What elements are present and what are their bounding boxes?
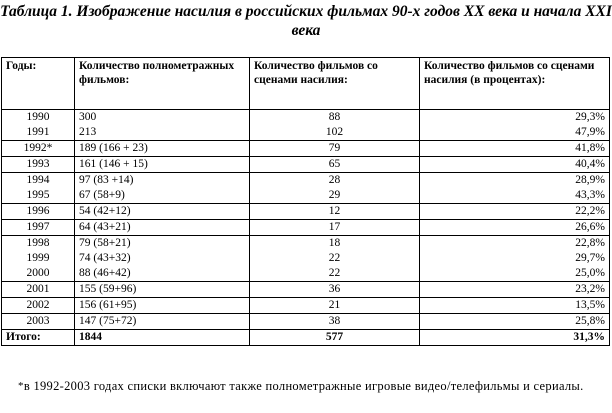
row-violent: 65 — [250, 157, 420, 173]
row-year: 2001 — [2, 282, 75, 298]
row-violent: 38 — [250, 314, 420, 330]
row-violent: 79 — [250, 141, 420, 157]
row-percent: 41,8% — [420, 141, 610, 157]
table-row — [2, 314, 610, 330]
table-row — [2, 236, 610, 252]
row-percent: 25,0% — [420, 266, 610, 282]
row-percent: 29,7% — [420, 251, 610, 266]
table-row — [2, 141, 610, 157]
row-year: 1990 — [2, 110, 75, 126]
table-row — [2, 298, 610, 314]
header-year: Годы: — [2, 58, 75, 110]
row-violent: 18 — [250, 236, 420, 252]
row-violent: 102 — [250, 125, 420, 141]
header-films: Количество полнометражных фильмов: — [75, 58, 250, 110]
table-row — [2, 188, 610, 204]
row-year: 1993 — [2, 157, 75, 173]
table-row — [2, 220, 610, 236]
row-year: 2003 — [2, 314, 75, 330]
row-violent: 29 — [250, 188, 420, 204]
table-row — [2, 204, 610, 220]
table-row — [2, 125, 610, 141]
row-year: 1991 — [2, 125, 75, 141]
total-row — [2, 330, 610, 346]
row-films: 155 (59+96) — [75, 282, 250, 298]
table-row — [2, 282, 610, 298]
row-year: 1995 — [2, 188, 75, 204]
table-row — [2, 173, 610, 189]
row-violent: 21 — [250, 298, 420, 314]
row-violent: 88 — [250, 110, 420, 126]
row-year: 1992* — [2, 141, 75, 157]
row-films: 213 — [75, 125, 250, 141]
row-percent: 29,3% — [420, 110, 610, 126]
row-year: 1994 — [2, 173, 75, 189]
row-percent: 22,8% — [420, 236, 610, 252]
table-row — [2, 251, 610, 266]
row-percent: 40,4% — [420, 157, 610, 173]
header-row — [2, 58, 610, 110]
footnote-mark: * — [18, 380, 24, 392]
table-row — [2, 110, 610, 126]
row-films: 54 (42+12) — [75, 204, 250, 220]
row-violent: 22 — [250, 251, 420, 266]
row-percent: 13,5% — [420, 298, 610, 314]
row-violent: 28 — [250, 173, 420, 189]
row-percent: 23,2% — [420, 282, 610, 298]
row-films: 64 (43+21) — [75, 220, 250, 236]
row-films: 147 (75+72) — [75, 314, 250, 330]
row-percent: 25,8% — [420, 314, 610, 330]
violence-table — [1, 57, 610, 346]
row-percent: 28,9% — [420, 173, 610, 189]
row-percent: 26,6% — [420, 220, 610, 236]
row-films: 97 (83 +14) — [75, 173, 250, 189]
header-violent: Количество фильмов со сценами насилия: — [250, 58, 420, 110]
row-violent: 36 — [250, 282, 420, 298]
row-year: 1997 — [2, 220, 75, 236]
row-percent: 43,3% — [420, 188, 610, 204]
footnote — [18, 378, 610, 394]
row-films: 74 (43+32) — [75, 251, 250, 266]
row-year: 1996 — [2, 204, 75, 220]
row-year: 1998 — [2, 236, 75, 252]
table-row — [2, 157, 610, 173]
row-films: 67 (58+9) — [75, 188, 250, 204]
row-films: 161 (146 + 15) — [75, 157, 250, 173]
row-films: 88 (46+42) — [75, 266, 250, 282]
total-violent: 577 — [250, 330, 420, 346]
table-title: Таблица 1. Изображение насилия в российских фильмах 90-х годов XX века и начала XXI века — [0, 3, 612, 39]
table-row — [2, 266, 610, 282]
row-films: 156 (61+95) — [75, 298, 250, 314]
row-violent: 12 — [250, 204, 420, 220]
row-films: 300 — [75, 110, 250, 126]
row-violent: 22 — [250, 266, 420, 282]
row-violent: 17 — [250, 220, 420, 236]
header-percent: Количество фильмов со сценами насилия (в процентах): — [420, 58, 610, 110]
row-percent: 22,2% — [420, 204, 610, 220]
row-films: 189 (166 + 23) — [75, 141, 250, 157]
total-label: Итого: — [2, 330, 75, 346]
footnote-text: в 1992-2003 годах списки включают также полнометражные игровые видео/телефильмы и сериалы. — [23, 379, 584, 393]
row-films: 79 (58+21) — [75, 236, 250, 252]
row-year: 1999 — [2, 251, 75, 266]
row-year: 2000 — [2, 266, 75, 282]
row-year: 2002 — [2, 298, 75, 314]
total-percent: 31,3% — [420, 330, 610, 346]
total-films: 1844 — [75, 330, 250, 346]
row-percent: 47,9% — [420, 125, 610, 141]
